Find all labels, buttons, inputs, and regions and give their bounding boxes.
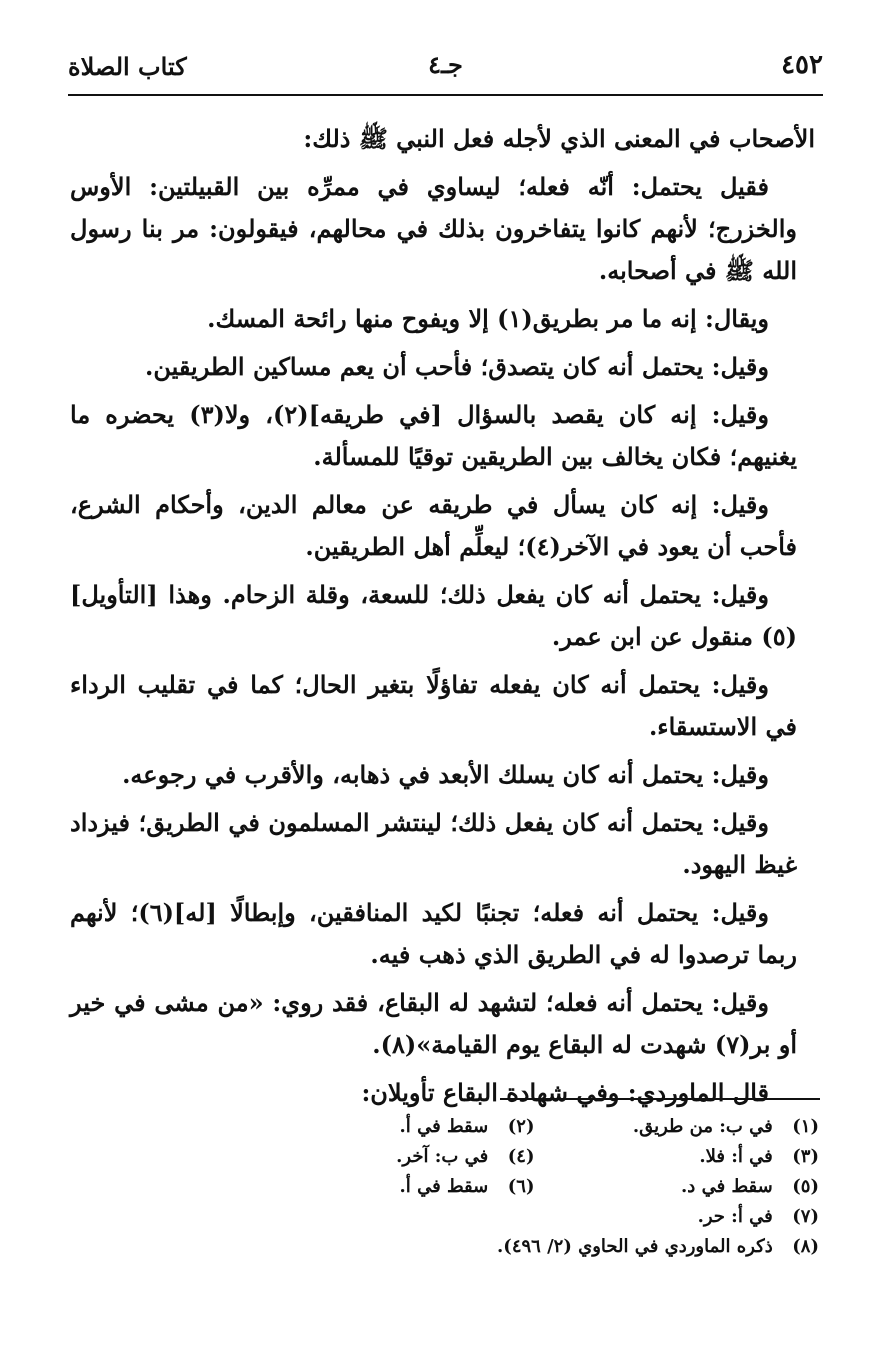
page-header: [68, 50, 823, 90]
footnote-row: [250, 1202, 819, 1232]
footnote-number: (٤): [507, 1146, 535, 1167]
footnote-divider: [500, 1098, 820, 1100]
paragraph: وقيل: يحتمل أنه كان يفعل ذلك؛ للسعة، وقلة الزحام. وهذا [التأويل](٥) منقول عن ابن عمر.: [70, 580, 797, 651]
footnote: [250, 1172, 535, 1202]
volume-label: جـ٤: [428, 50, 463, 79]
footnote-text: ذكره الماوردي في الحاوي (٢/ ٤٩٦).: [497, 1236, 773, 1257]
paragraph: الأصحاب في المعنى الذي لأجله فعل النبي ﷺ ذلك:: [303, 124, 815, 153]
footnote: [535, 1112, 820, 1142]
footnote-number: (١): [792, 1116, 819, 1137]
paragraph: فقيل يحتمل: أنّه فعله؛ ليساوي في ممرِّه بين القبيلتين: الأوس والخزرج؛ لأنهم كانوا يتفاخرون بذلك في محالهم، فيقولون: مر بنا رسول الله ﷺ في أصحابه.: [70, 172, 797, 285]
paragraph: وقيل: يحتمل أنه كان يسلك الأبعد في ذهابه، والأقرب في رجوعه.: [122, 760, 769, 789]
paragraph: وقيل: يحتمل أنه فعله؛ تجنبًا لكيد المنافقين، وإبطالًا [له](٦)؛ لأنهم ربما ترصدوا له في الطريق الذي ذهب فيه.: [70, 898, 797, 969]
footnote: [250, 1112, 535, 1142]
footnote-row: [250, 1112, 819, 1142]
footnote-text: في أ: حر.: [697, 1206, 773, 1227]
paragraph: وقيل: إنه كان يقصد بالسؤال [في طريقه](٢)، ولا(٣) يحضره ما يغنيهم؛ فكان يخالف بين الطريقين توقيًا للمسألة.: [70, 400, 797, 471]
paragraph: وقيل: يحتمل أنه كان يتصدق؛ فأحب أن يعم مساكين الطريقين.: [145, 352, 769, 381]
paragraph: وقيل: يحتمل أنه كان يفعله تفاؤلًا بتغير الحال؛ كما في تقليب الرداء في الاستسقاء.: [70, 670, 797, 741]
footnote-text: في أ: فلا.: [699, 1146, 773, 1167]
page-number: ٤٥٢: [781, 50, 823, 80]
footnote-text: في ب: من طريق.: [632, 1116, 773, 1137]
footnote: [519, 1202, 819, 1232]
header-divider: [68, 94, 823, 96]
footnote: [535, 1172, 820, 1202]
paragraph: قال الماوردي: وفي شهادة البقاع تأويلان:: [361, 1078, 769, 1107]
main-text: [70, 118, 815, 1120]
paragraph: وقيل: يحتمل أنه فعله؛ لتشهد له البقاع، فقد روي: «من مشى في خير أو بر(٧) شهدت له البقاع يوم القيامة»(٨).: [70, 988, 797, 1059]
footnote-text: سقط في أ.: [399, 1176, 489, 1197]
footnote-text: سقط في أ.: [399, 1116, 489, 1137]
footnote-number: (٥): [792, 1176, 819, 1197]
book-title: كتاب الصلاة: [68, 52, 187, 81]
footnote-number: (٦): [507, 1176, 535, 1197]
paragraph: وقيل: يحتمل أنه كان يفعل ذلك؛ لينتشر المسلمون في الطريق؛ فيزداد غيظ اليهود.: [70, 808, 797, 879]
footnotes: [250, 1112, 819, 1262]
paragraph: وقيل: إنه كان يسأل في طريقه عن معالم الدين، وأحكام الشرع، فأحب أن يعود في الآخر(٤)؛ ليعلِّم أهل الطريقين.: [70, 490, 797, 561]
footnote-number: (٢): [507, 1116, 535, 1137]
paragraph: ويقال: إنه ما مر بطريق(١) إلا ويفوح منها رائحة المسك.: [207, 304, 769, 333]
footnote-row: [250, 1172, 819, 1202]
footnote-number: (٨): [792, 1236, 819, 1257]
footnote-number: (٧): [792, 1206, 819, 1227]
footnote-text: في ب: آخر.: [396, 1146, 489, 1167]
footnote-row: [250, 1142, 819, 1172]
footnote-number: (٣): [792, 1146, 819, 1167]
footnote-text: سقط في د.: [681, 1176, 773, 1197]
footnote-row: [250, 1232, 819, 1262]
footnote: [497, 1232, 819, 1262]
footnote: [535, 1142, 820, 1172]
footnote: [250, 1142, 535, 1172]
